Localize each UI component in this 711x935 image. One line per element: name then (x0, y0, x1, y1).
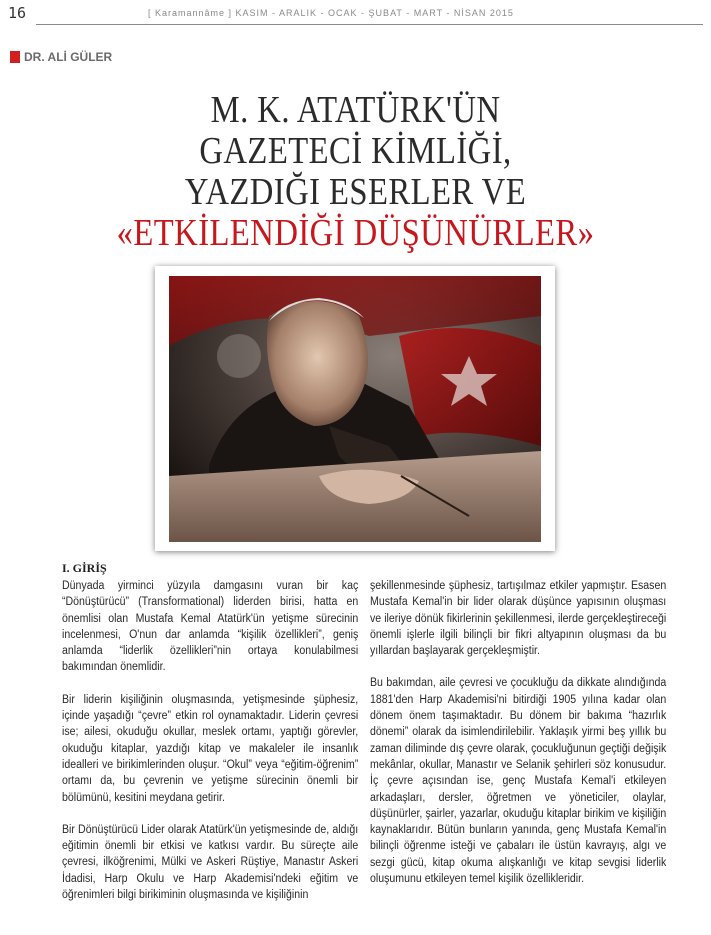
right-column (370, 578, 666, 903)
paragraph: Bu bakımdan, aile çevresi ve çocukluğu da dikkate alındığında 1881'den Harp Akademisi'ni bitirdiği 1905 yılına kadar olan dönem önem taşımaktadır. Bu dönem bir bakıma “hazırlık dönemi” olarak da isimlendirilebilir. Yaklaşık yirmi beş yıllık bu zaman diliminde dış çevre olarak, çocukluğunun geçtiği değişik mekânlar, okullar, Manastır ve Selanik şehirleri söz konusudur. İç çevre açısından ise, genç Mustafa Kemal'i etkileyen arkadaşları, dersler, öğretmen ve yöneticiler, olaylar, düşünürler, şairler, yazarlar, okuduğu kitaplar birikim ve kişiliğin kaynaklarıdır. Bütün bunların yanında, genç Mustafa Kemal'in bilinçli öğrenme isteği ve çabaları ile üstün kavrayış, algı ve sezgi gücü, kitap okuma alışkanlığı ve kitap sevgisi liderlik oluşumunu etkileyen temel kişilik özellikleridir. (370, 677, 667, 886)
article-title (101, 90, 609, 254)
paragraph: Bir Dönüştürücü Lider olarak Atatürk'ün yetişmesinde de, aldığı eğitimin önemli bir etkisi ve katkısı vardır. Bu süreçte aile çevresi, ilköğrenimi, Mülki ve Askeri Rüştiye, Manastır Askeri İdadisi, Harp Okulu ve Harp Akademisi'ndeki eğitim ve öğrenimleri bilgi birikiminin oluşmasında ve kişiliğinin (62, 823, 359, 902)
section-heading: I. GİRİŞ (62, 561, 107, 575)
author-byline (10, 50, 112, 64)
page-number: 16 (8, 4, 27, 22)
header-rule (36, 24, 703, 25)
title-line: YAZDIĞI ESERLER VE (184, 171, 527, 213)
title-line: M. K. ATATÜRK'ÜN (210, 89, 501, 131)
running-head: [ Karamannâme ] KASIM - ARALIK - OCAK - ŞUBAT - MART - NİSAN 2015 (148, 8, 514, 18)
portrait-photo-frame (155, 266, 555, 551)
paragraph: Dünyada yirminci yüzyıla damgasını vuran bir kaç “Dönüştürücü” (Transformational) liderden birisi, hatta en önemlisi olan Mustafa Kemal Atatürk'ün yetişme sürecinin incelenmesi, O'nun dar anlamda “kişilik özellikleri”, geniş anlamda “liderlik özellikleri”nin ortaya konulabilmesi bakımından önemlidir. (62, 580, 359, 674)
paragraph: şekillenmesinde şüphesiz, tartışılmaz etkiler yapmıştır. Esasen Mustafa Kemal'in bir lider olarak düşünce yapısının oluşması ve ileriye dönük fikirlerinin şekillenmesi, ilerde gerçekleştireceği önemli işlerle ilgili bilinçli bir fikri altyapının oluşması da bu yıllardan başlayarak gerçekleşmiştir. (370, 580, 667, 658)
title-accent-line: «ETKİLENDİĞİ DÜŞÜNÜRLER» (116, 212, 595, 254)
title-line: GAZETECİ KİMLİĞİ, (199, 130, 512, 172)
author-marker (10, 51, 20, 63)
author-name: DR. ALİ GÜLER (24, 50, 113, 64)
left-column (62, 578, 358, 919)
paragraph: Bir liderin kişiliğinin oluşmasında, yetişmesinde şüphesiz, içinde yaşadığı “çevre” etkin rol oynamaktadır. Liderin çevresi ise; ailesi, okuduğu okullar, meslek ortamı, yaptığı görevler, okuduğu kitaplar, yazdığı kitap ve makaleler ile insanlık idealleri ve birikimlerinden oluşur. “Okul” veya “eğitim-öğrenim” ortamı da, bu çevrenin ve yetişme sürecinin önemli bir bölümünü, kesitini meydana getirir. (62, 693, 359, 804)
portrait-photo (169, 276, 541, 542)
